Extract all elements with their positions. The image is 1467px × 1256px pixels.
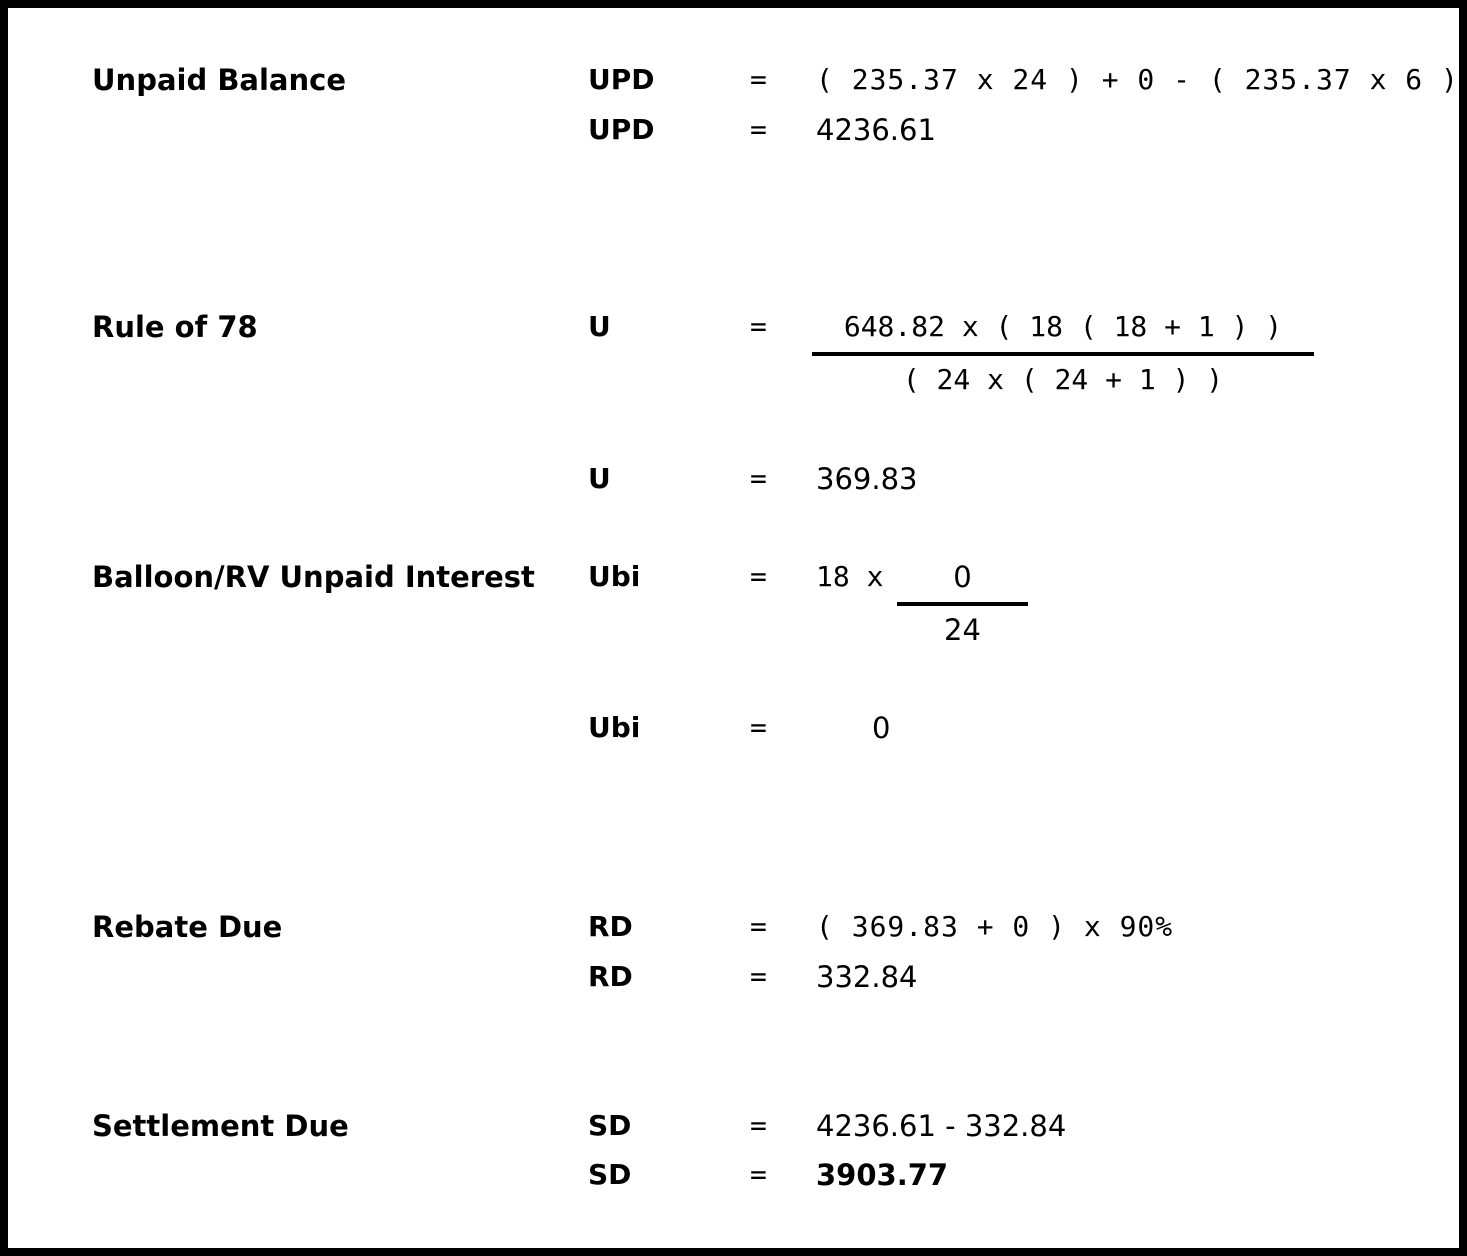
rebate-due-var: RD [588,910,633,943]
balloon-interest-result-var: Ubi [588,711,641,744]
balloon-interest-numerator: 0 [953,560,972,594]
unpaid-balance-result-eq: = [750,113,767,146]
settlement-due-var: SD [588,1109,632,1142]
settlement-due-formula: 4236.61 - 332.84 [816,1109,1067,1143]
rebate-due-formula: ( 369.83 + 0 ) x 90% [816,910,1174,943]
unpaid-balance-result: 4236.61 [816,113,936,147]
rule-of-78-var: U [588,310,611,343]
rule-of-78-numerator: 648.82 x ( 18 ( 18 + 1 ) ) [843,310,1283,343]
settlement-due-result: 3903.77 [816,1158,949,1192]
balloon-interest-multiplier: 18 x [816,560,884,593]
balloon-interest-result-eq: = [750,711,767,744]
rebate-due-eq: = [750,910,767,943]
rebate-due-result-eq: = [750,960,767,993]
settlement-due-eq: = [750,1109,767,1142]
settlement-due-result-eq: = [750,1158,767,1191]
unpaid-balance-var: UPD [588,63,655,96]
unpaid-balance-eq: = [750,63,767,96]
rule-of-78-fraction-bar [812,352,1314,356]
rule-of-78-result-eq: = [750,462,767,495]
balloon-interest-denominator: 24 [944,613,981,647]
balloon-interest-label: Balloon/RV Unpaid Interest [92,560,535,594]
settlement-due-label: Settlement Due [92,1109,349,1143]
rule-of-78-label: Rule of 78 [92,310,258,344]
rule-of-78-result: 369.83 [816,462,918,496]
unpaid-balance-result-var: UPD [588,113,655,146]
rule-of-78-result-var: U [588,462,611,495]
unpaid-balance-label: Unpaid Balance [92,63,347,97]
rule-of-78-denominator: ( 24 x ( 24 + 1 ) ) [902,363,1224,396]
rebate-due-label: Rebate Due [92,910,283,944]
balloon-interest-result: 0 [872,711,891,745]
rule-of-78-eq: = [750,310,767,343]
balloon-interest-eq: = [750,560,767,593]
balloon-interest-var: Ubi [588,560,641,593]
balloon-interest-fraction-bar [897,602,1028,606]
rebate-due-result-var: RD [588,960,633,993]
settlement-due-result-var: SD [588,1158,632,1191]
unpaid-balance-formula: ( 235.37 x 24 ) + 0 - ( 235.37 x 6 ) [816,63,1459,96]
rebate-due-result: 332.84 [816,960,918,994]
